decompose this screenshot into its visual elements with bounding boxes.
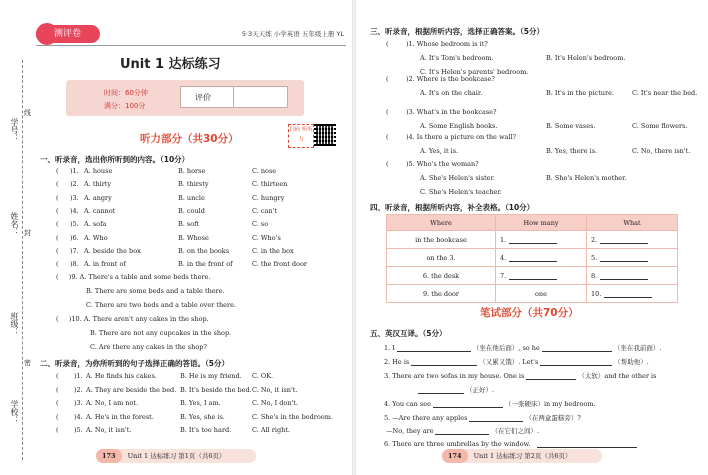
answer-option: A. It's on the chair.	[420, 89, 483, 97]
answer-bracket[interactable]: (	[386, 133, 389, 141]
item-hint: （一张硬床）in my bedroom.	[504, 400, 596, 408]
q9-option-a: )9. A. There's a table and some beds there.	[68, 273, 211, 281]
option-c: C. She's in the bedroom.	[252, 412, 333, 421]
option-b: B. horse	[178, 167, 206, 175]
item-hint: （坐在他后面）, so he	[472, 344, 540, 352]
item-text: 6. There are three umbrellas by the window.	[384, 440, 531, 448]
option-c: C. OK.	[252, 372, 274, 380]
option-a: A. beside the box	[84, 246, 141, 255]
answer-option: A. Yes, it is.	[420, 147, 459, 155]
question-text: )1. Whose bedroom is it?	[406, 40, 488, 48]
answer-option: C. It's near the bed.	[632, 89, 698, 97]
question-number: )1.	[74, 372, 83, 380]
option-a: A. He's in the forest.	[86, 412, 154, 421]
part1-title: 一、听录音，选出你所听到的内容。（10分）	[40, 155, 190, 164]
table-cell	[587, 285, 678, 303]
answer-bracket[interactable]: (	[56, 220, 59, 229]
question-number: )3.	[70, 193, 79, 202]
option-c: C. the front door	[252, 260, 307, 269]
score-box	[180, 86, 288, 108]
answer-bracket[interactable]: (	[56, 233, 59, 242]
question-number: )2.	[74, 385, 83, 394]
answer-bracket[interactable]: (	[386, 108, 389, 116]
option-a: A. Who	[84, 233, 108, 242]
item-hint: （正好）.	[466, 386, 495, 394]
option-c: C. can't	[252, 206, 277, 215]
question-text: )4. Is there a picture on the wall?	[406, 133, 517, 141]
question-number: )7.	[70, 246, 79, 255]
translation-item	[384, 371, 656, 380]
option-a: A. house	[84, 167, 113, 175]
class-label: 班级：	[10, 312, 19, 336]
header-divider	[36, 45, 346, 46]
answer-bracket[interactable]: (	[56, 260, 59, 269]
question-text: )2. Where is the bookcase?	[406, 75, 495, 83]
table-row	[387, 267, 678, 285]
table-cell	[496, 249, 587, 267]
item-hint: （帮助他）.	[614, 358, 649, 366]
table-body	[387, 231, 678, 303]
fill-table	[386, 214, 678, 303]
option-c: C. All right.	[252, 426, 291, 434]
option-a: A. thirty	[84, 180, 112, 189]
item-text: 2. He is	[384, 358, 410, 366]
table-cell	[387, 249, 496, 267]
answer-bracket[interactable]: (	[56, 206, 59, 215]
blank-line[interactable]	[600, 272, 648, 280]
score-divider	[233, 87, 234, 107]
page-title: Unit 1 达标练习	[120, 57, 221, 72]
table-row	[387, 231, 678, 249]
page-number: 174	[442, 449, 468, 463]
question-number: )5.	[74, 426, 83, 434]
blank-line[interactable]	[469, 414, 523, 422]
cell-text: 7.	[500, 271, 507, 280]
q9-option-c: C. There are two beds and a table over there.	[86, 301, 237, 309]
translation-item	[386, 426, 539, 435]
student-id-label: 学号：	[10, 118, 19, 142]
table-cell	[496, 267, 587, 285]
option-a: A. He finds his cakes.	[86, 372, 157, 380]
translation-item	[384, 440, 637, 448]
answer-option: A. Some English books.	[420, 122, 498, 130]
translation-item	[384, 357, 649, 366]
table-header-cell: How many	[496, 215, 587, 231]
item-text: 5. —Are there any apples	[384, 414, 468, 422]
option-a: A. No, it isn't.	[86, 426, 132, 434]
blank-line[interactable]	[435, 427, 489, 435]
footer-text: Unit 1 达标练习 第1页（共6页）	[127, 452, 226, 460]
binding-mark: 封	[24, 229, 31, 237]
item-hint: （在两盒蛋糕旁）?	[525, 414, 581, 422]
item-text: 1. I	[384, 344, 395, 352]
cell-text: 1.	[500, 235, 507, 244]
answer-bracket[interactable]: (	[56, 372, 59, 380]
writing-section-title: 笔试部分（共70分）	[480, 307, 579, 319]
option-b: B. soft	[178, 220, 200, 229]
blank-line[interactable]	[600, 236, 648, 244]
page-number: 173	[96, 449, 122, 463]
option-b: B. He is my friend.	[180, 372, 242, 380]
answer-line[interactable]	[537, 440, 637, 448]
part3-title: 三、听录音，根据所听内容，选择正确答案。（5分）	[370, 27, 544, 36]
table-header-cell: What	[587, 215, 678, 231]
answer-option: A. She's Helen's sister.	[420, 174, 495, 182]
answer-bracket[interactable]: (	[56, 167, 59, 175]
table-cell	[587, 267, 678, 285]
full-score: 满分：100分	[104, 102, 146, 110]
binding-mark: 密	[24, 359, 31, 367]
info-box	[66, 80, 304, 116]
item-hint: （在它们之间）.	[491, 427, 540, 435]
table-cell	[587, 249, 678, 267]
score-label: 评价	[195, 93, 211, 102]
answer-bracket[interactable]: (	[56, 246, 59, 255]
option-a: A. They are beside the bed.	[86, 385, 177, 394]
blank-line[interactable]	[397, 344, 471, 352]
option-b: B. It's too hard.	[180, 426, 232, 434]
question-number: )6.	[70, 233, 79, 242]
series-header: 5·3天天练 小学英语 五年级上册 YL	[241, 30, 344, 38]
option-c: C. thirteen	[252, 180, 288, 189]
option-b: B. could	[178, 206, 205, 215]
q10-option-a: )10. A. There aren't any cakes in the shop.	[68, 315, 209, 323]
answer-bracket[interactable]: (	[56, 193, 59, 202]
part5-title: 五、英汉互译。（5分）	[370, 329, 447, 338]
answer-option: C. It's Helen's parents' bedroom.	[420, 68, 529, 76]
q10-line-a: ( )10. A. There aren't any cakes in the shop.	[56, 315, 209, 323]
option-c: C. No, it isn't.	[252, 385, 298, 394]
cell-text: 8.	[591, 271, 598, 280]
answer-bracket[interactable]: (	[386, 75, 389, 83]
translation-item	[384, 413, 581, 422]
cell-text: 4.	[500, 253, 507, 262]
question-number: )3.	[74, 399, 83, 407]
question-number: )2.	[70, 180, 79, 189]
qr-note: 扫码 听听力	[288, 124, 314, 148]
question-number: )4.	[74, 412, 83, 421]
blank-line[interactable]	[604, 290, 652, 298]
time-limit: 时间：60分钟	[104, 89, 148, 97]
question-number: )8.	[70, 260, 79, 269]
translation-item	[384, 399, 596, 408]
question-number: )5.	[70, 220, 79, 229]
school-label: 学校：	[10, 400, 19, 424]
table-cell	[496, 231, 587, 249]
part2-title: 二、听录音，为你所听到的句子选择正确的答语。（5分）	[40, 359, 229, 368]
item-hint: （太软）and the other is	[578, 372, 657, 380]
answer-bracket[interactable]: (	[56, 180, 59, 189]
option-c: C. hungry	[252, 193, 285, 202]
item-hint: （坐在我前面）.	[613, 344, 662, 352]
option-b: B. Yes, she is.	[180, 412, 225, 421]
table-header-cell: Where	[387, 215, 496, 231]
blank-line[interactable]	[418, 386, 464, 394]
name-label: 姓名：	[10, 212, 19, 236]
option-b: B. in the front of	[178, 260, 233, 269]
option-b: B. on the books	[178, 246, 230, 255]
item-text: 4. You can see	[384, 400, 431, 408]
q10-option-b: B. There are not any cupcakes in the shop.	[90, 329, 232, 337]
binding-line	[22, 60, 23, 460]
qr-code-icon	[314, 124, 336, 146]
blank-line[interactable]	[411, 358, 477, 366]
cell-text: 2.	[591, 235, 598, 244]
table-cell	[587, 231, 678, 249]
option-c: C. so	[252, 220, 269, 229]
option-a: A. No, I am not.	[86, 399, 139, 407]
q10-option-c: C. Are there any cakes in the shop?	[90, 343, 207, 351]
question-number: )4.	[70, 206, 79, 215]
option-a: A. angry	[84, 193, 112, 202]
option-b: B. Whose	[178, 233, 209, 242]
footer-text: Unit 1 达标练习 第2页（共6页）	[473, 452, 572, 460]
answer-option: B. Some vases.	[546, 122, 596, 130]
translation-item	[384, 343, 661, 352]
q9-line-a: ( )9. A. There's a table and some beds there.	[56, 273, 211, 281]
blank-line[interactable]	[433, 400, 503, 408]
item-text: —No, they are	[386, 427, 434, 435]
right-footer	[442, 449, 602, 463]
left-page	[0, 0, 352, 475]
blank-line[interactable]	[509, 254, 557, 262]
answer-option: C. No, there isn't.	[632, 147, 691, 155]
table-header-row	[387, 215, 678, 231]
listening-section-title: 听力部分（共30分）	[140, 133, 239, 145]
part4-title: 四、听录音，根据所听内容，补全表格。（10分）	[370, 203, 535, 212]
blank-line[interactable]	[542, 344, 612, 352]
table-cell	[496, 285, 587, 303]
option-c: C. nose	[252, 167, 277, 175]
answer-option: A. It's Tom's bedroom.	[420, 54, 494, 62]
option-a: A. sofa	[84, 220, 107, 229]
option-c: C. Who's	[252, 233, 281, 242]
answer-option: B. It's in the picture.	[546, 89, 615, 97]
item-text: 3. There are two sofas in my house. One is	[384, 372, 525, 380]
blank-line[interactable]	[509, 272, 557, 280]
answer-bracket[interactable]: (	[386, 160, 389, 168]
q9-option-b: B. There are some beds and a table there.	[86, 287, 225, 295]
cell-text: 10.	[591, 289, 602, 298]
left-footer	[96, 449, 256, 463]
option-b: B. Yes, I am.	[180, 399, 221, 407]
translation-item	[416, 385, 494, 394]
option-a: A. cannot	[84, 206, 116, 215]
answer-option: B. It's Helen's bedroom.	[546, 54, 626, 62]
cell-text: on the 3.	[426, 253, 456, 262]
answer-bracket[interactable]: (	[56, 385, 59, 394]
option-c: C. No, I don't.	[252, 399, 298, 407]
blank-line[interactable]	[540, 358, 612, 366]
blank-line[interactable]	[600, 254, 648, 262]
table-cell	[387, 267, 496, 285]
blank-line[interactable]	[526, 372, 576, 380]
cell-text: one	[535, 289, 547, 298]
answer-bracket[interactable]: (	[386, 40, 389, 48]
option-b: B. It's beside the bed.	[180, 385, 252, 394]
answer-bracket[interactable]: (	[56, 412, 59, 421]
answer-bracket[interactable]: (	[56, 399, 59, 407]
answer-bracket[interactable]: (	[56, 426, 59, 434]
answer-option: B. Yes, there is.	[546, 147, 598, 155]
cell-text: 5.	[591, 253, 598, 262]
brand-badge: 测评卷	[36, 25, 100, 43]
cell-text: 9. the door	[422, 289, 460, 298]
answer-option: C. Some flowers.	[632, 122, 688, 130]
table-cell	[387, 285, 496, 303]
question-text: )3. What's in the bookcase?	[406, 108, 497, 116]
cell-text: in the bookcase	[415, 235, 467, 244]
cell-text: 6. the desk	[422, 271, 460, 280]
question-text: )5. Who's the woman?	[406, 160, 479, 168]
qr-code-pattern	[316, 126, 334, 144]
binding-mark: 线	[24, 109, 31, 117]
option-c: C. in the box	[252, 246, 294, 255]
option-b: B. uncle	[178, 193, 205, 202]
answer-option: C. She's Helen's teacher.	[420, 188, 502, 196]
blank-line[interactable]	[509, 236, 557, 244]
table-row	[387, 285, 678, 303]
answer-option: B. She's Helen's mother.	[546, 174, 627, 182]
item-hint: （又累又饿）. Let's	[479, 358, 539, 366]
option-b: B. thirsty	[178, 180, 209, 189]
question-number: )1.	[70, 167, 79, 175]
table-row	[387, 249, 678, 267]
option-a: A. in front of	[84, 260, 126, 269]
table-cell	[387, 231, 496, 249]
